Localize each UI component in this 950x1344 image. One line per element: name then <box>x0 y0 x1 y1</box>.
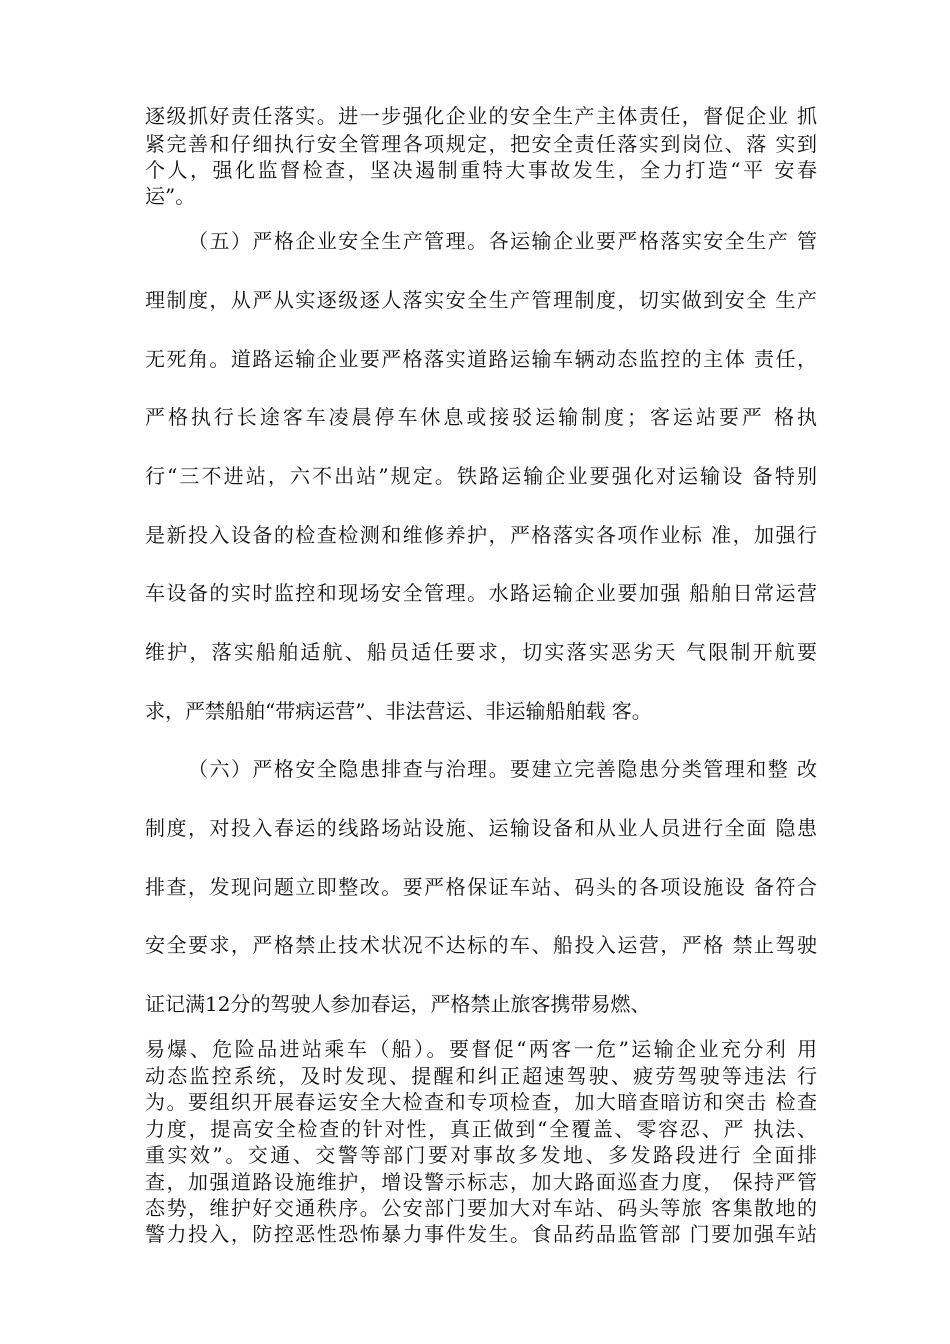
text-line: 查，加强道路设施维护，增设警示标志，加大路面巡查力度， 保持严管 <box>145 1170 817 1194</box>
text-line: 力度，提高安全检查的针对性，真正做到“全覆盖、零容忍、严 执法、 <box>145 1117 817 1141</box>
text-line: 安全要求，严格禁止技术状况不达标的车、船投入运营，严格 禁止驾驶 <box>145 933 817 957</box>
text-line: 无死角。道路运输企业要严格落实道路运输车辆动态监控的主体 责任， <box>145 347 817 371</box>
text-line: 重实效”。交通、交警等部门要对事故多发地、多发路段进行 全面排 <box>145 1143 817 1167</box>
text-line: 动态监控系统，及时发现、提醒和纠正超速驾驶、疲劳驾驶等违法 行 <box>145 1064 817 1088</box>
text-line: 车设备的实时监控和现场安全管理。水路运输企业要加强 船舶日常运营 <box>145 581 817 605</box>
text-line: 为。要组织开展春运安全大检查和专项检查，加大暗查暗访和突击 检查 <box>145 1090 817 1114</box>
text-line: 易爆、危险品进站乘车（船）。要督促“两客一危”运输企业充分利 用 <box>145 1037 817 1061</box>
text-line: 行“三不进站，六不出站”规定。铁路运输企业要强化对运输设 备特别 <box>145 464 817 488</box>
text-line: 证记满12分的驾驶人参加春运，严格禁止旅客携带易燃、 <box>145 992 651 1016</box>
text-line: 求，严禁船舶“带病运营”、非法营运、非运输船舶载 客。 <box>145 699 652 723</box>
text-line: 运”。 <box>145 184 196 208</box>
text-line: 排查，发现问题立即整改。要严格保证车站、码头的各项设施设 备符合 <box>145 875 817 899</box>
text-line: 个人，强化监督检查，坚决遏制重特大事故发生，全力打造“平 安春 <box>145 158 817 182</box>
text-line: 紧完善和仔细执行安全管理各项规定，把安全责任落实到岗位、落 实到 <box>145 132 817 156</box>
text-line: （五）严格企业安全生产管理。各运输企业要严格落实安全生产 管 <box>188 229 817 253</box>
text-line: 是新投入设备的检查检测和维修养护，严格落实各项作业标 准，加强行 <box>145 523 817 547</box>
text-line: 警力投入，防控恶性恐怖暴力事件发生。食品药品监管部 门要加强车站 <box>145 1222 817 1246</box>
text-line: 理制度，从严从实逐级逐人落实安全生产管理制度，切实做到安全 生产 <box>145 288 817 312</box>
text-line: 维护，落实船舶适航、船员适任要求，切实落实恶劣天 气限制开航要 <box>145 640 817 664</box>
text-line: 逐级抓好责任落实。进一步强化企业的安全生产主体责任，督促企业 抓 <box>145 104 817 128</box>
text-line: 制度，对投入春运的线路场站设施、运输设备和从业人员进行全面 隐患 <box>145 816 817 840</box>
text-line: （六）严格安全隐患排查与治理。要建立完善隐患分类管理和整 改 <box>188 757 817 781</box>
text-line: 态势，维护好交通秩序。公安部门要加大对车站、码头等旅 客集散地的 <box>145 1196 817 1220</box>
text-line: 严格执行长途客车凌晨停车休息或接驳运输制度；客运站要严 格执 <box>145 405 817 429</box>
